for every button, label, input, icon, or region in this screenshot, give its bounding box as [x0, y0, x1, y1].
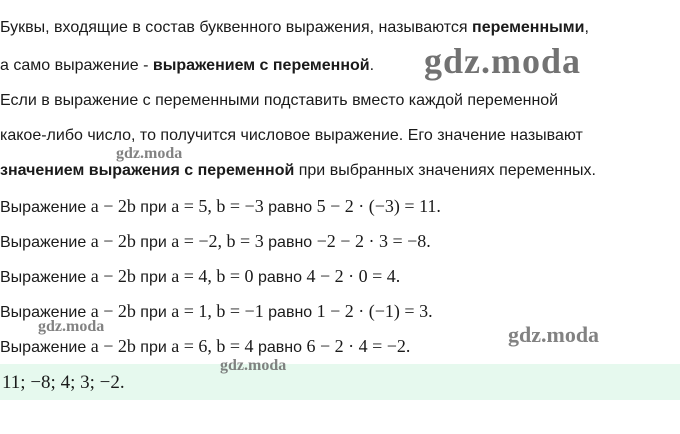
example-expression: a − 2b	[90, 301, 136, 321]
example-equals: равно	[258, 269, 303, 286]
definition-line-3	[0, 91, 680, 111]
example-equals: равно	[258, 339, 303, 356]
example-calculation: 4 − 2 · 0 = 4.	[306, 266, 401, 286]
example-prefix: Выражение	[0, 234, 87, 251]
definition-text: Если в выражение с переменными подставить вместо каждой переменной	[0, 92, 559, 109]
example-equals: равно	[268, 304, 313, 321]
example-values: a = −2, b = 3	[171, 231, 264, 251]
example-row	[0, 301, 680, 323]
example-prefix: Выражение	[0, 199, 87, 216]
example-at: при	[140, 339, 167, 356]
example-expression: a − 2b	[90, 336, 136, 356]
example-calculation: 6 − 2 · 4 = −2.	[306, 336, 411, 356]
definition-line-1	[0, 18, 680, 38]
example-at: при	[140, 199, 167, 216]
example-at: при	[140, 304, 167, 321]
example-expression: a − 2b	[90, 196, 136, 216]
watermark-logo: gdz.moda	[220, 357, 287, 374]
definition-line-5	[0, 161, 680, 181]
term-value-of-expression: значением выражения с переменной	[0, 162, 295, 179]
example-expression: a − 2b	[90, 266, 136, 286]
example-at: при	[140, 234, 167, 251]
watermark-logo: gdz.moda	[424, 41, 582, 81]
definition-line-2	[0, 56, 680, 76]
definition-text: при выбранных значениях переменных.	[294, 162, 596, 179]
example-row	[0, 196, 680, 218]
term-expression-with-variable: выражением с переменной	[152, 57, 370, 74]
definition-line-4	[0, 126, 680, 146]
watermark-logo: gdz.moda	[508, 322, 600, 347]
example-values: a = 5, b = −3	[171, 196, 264, 216]
example-prefix: Выражение	[0, 304, 87, 321]
definition-text: Буквы, входящие в состав буквенного выражения, называются	[0, 19, 473, 36]
example-row	[0, 266, 680, 288]
definition-text: какое-либо число, то получится числовое выражение. Его значение называют	[0, 127, 583, 144]
watermark-logo: gdz.moda	[116, 145, 183, 162]
example-values: a = 6, b = 4	[171, 336, 254, 356]
example-values: a = 4, b = 0	[171, 266, 254, 286]
example-expression: a − 2b	[90, 231, 136, 251]
example-calculation: −2 − 2 · 3 = −8.	[316, 231, 431, 251]
watermark-logo: gdz.moda	[38, 318, 105, 335]
answer-text: 11; −8; 4; 3; −2.	[2, 372, 125, 393]
example-calculation: 1 − 2 · (−1) = 3.	[316, 301, 433, 321]
example-prefix: Выражение	[0, 269, 87, 286]
punctuation: ,	[584, 19, 589, 36]
punctuation: .	[369, 57, 375, 74]
example-calculation: 5 − 2 · (−3) = 11.	[316, 196, 441, 216]
example-values: a = 1, b = −1	[171, 301, 264, 321]
example-row	[0, 336, 680, 358]
example-equals: равно	[268, 234, 313, 251]
definition-text: а само выражение -	[0, 57, 153, 74]
example-equals: равно	[268, 199, 313, 216]
example-at: при	[140, 269, 167, 286]
term-variables: переменными	[472, 19, 585, 36]
example-prefix: Выражение	[0, 339, 87, 356]
example-row	[0, 231, 680, 253]
